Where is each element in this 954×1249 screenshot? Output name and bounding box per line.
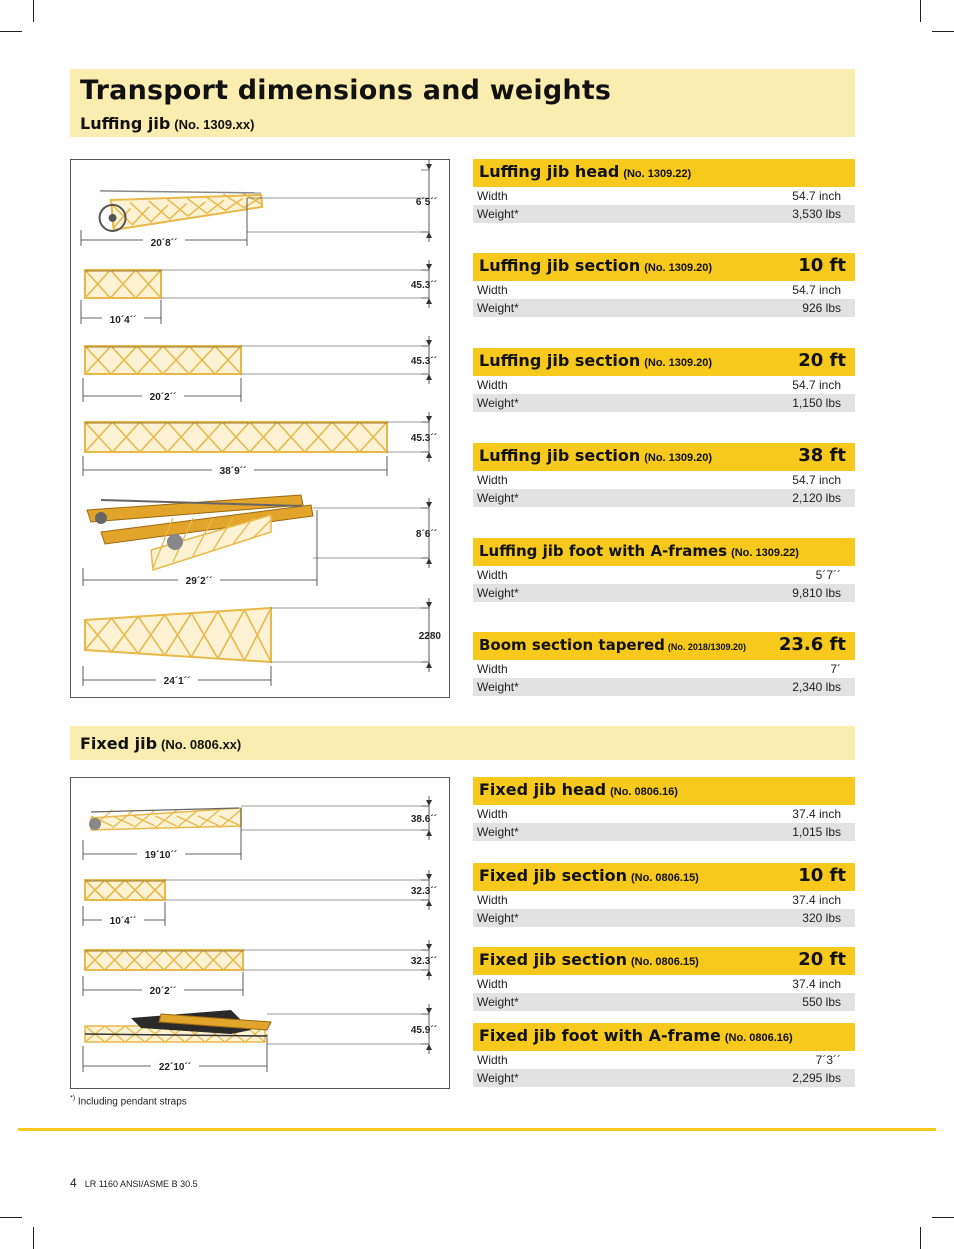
spec-row: Weight* 9,810 lbs — [473, 584, 855, 602]
luffing-jib-foot-drawing — [87, 495, 313, 570]
card-number: (No. 1309.20) — [644, 452, 713, 464]
card-number: (No. 1309.22) — [623, 168, 692, 180]
card-title: Luffing jib head — [479, 162, 620, 181]
card-title: Fixed jib section — [479, 866, 627, 885]
crop-mark — [33, 1227, 34, 1249]
page-number: 4 — [70, 1176, 77, 1190]
tapered-boom-section-drawing — [85, 608, 271, 662]
truss-section — [85, 422, 387, 452]
sheave-icon — [95, 512, 107, 524]
spec-row: Width 5´7´´ — [473, 566, 855, 584]
card-luffing-jib-section-38ft — [473, 443, 855, 507]
card-length: 10 ft — [798, 255, 846, 276]
length-dimension-label: 20´2´´ — [149, 392, 177, 403]
sheave-icon — [89, 818, 101, 830]
spec-row: Width 7´3´´ — [473, 1051, 855, 1069]
truss-member — [85, 346, 241, 374]
spec-row: Width 37.4 inch — [473, 975, 855, 993]
spec-row: Weight* 1,150 lbs — [473, 394, 855, 412]
luffing-jib-subtitle: Luffing jib (No. 1309.xx) — [80, 114, 255, 133]
card-luffing-jib-section-20ft — [473, 348, 855, 412]
card-luffing-jib-section-10ft — [473, 253, 855, 317]
length-dimension-label: 20´2´´ — [149, 986, 177, 997]
card-title: Fixed jib head — [479, 780, 607, 799]
spec-row: Width 37.4 inch — [473, 805, 855, 823]
length-dimension-label: 38´9´´ — [219, 466, 247, 477]
spec-row: Weight* 1,015 lbs — [473, 823, 855, 841]
spec-row: Weight* 2,120 lbs — [473, 489, 855, 507]
card-length: 20 ft — [798, 949, 846, 970]
card-length: 20 ft — [798, 350, 846, 371]
card-number: (No. 1309.20) — [644, 262, 713, 274]
card-number: (No. 0806.15) — [630, 956, 699, 968]
crop-mark — [920, 1227, 921, 1249]
card-number: (No. 1309.22) — [731, 547, 799, 559]
sheave-icon — [167, 534, 183, 550]
truss-section — [85, 950, 243, 970]
card-title: Luffing jib foot with A-frames — [479, 542, 728, 560]
crop-mark — [33, 0, 34, 22]
fixed-jib-head-drawing — [89, 808, 241, 830]
spec-row: Weight* 926 lbs — [473, 299, 855, 317]
card-title: Luffing jib section — [479, 446, 641, 465]
card-fixed-jib-foot — [473, 1023, 855, 1087]
card-title: Luffing jib section — [479, 256, 641, 275]
card-number: (No. 0806.16) — [724, 1032, 793, 1044]
card-number: (No. 2018/1309.20) — [667, 642, 746, 652]
crop-mark — [0, 1217, 22, 1218]
crop-mark — [932, 1217, 954, 1218]
spec-row: Width 54.7 inch — [473, 187, 855, 205]
height-dimension-label: 45.3´´ — [410, 433, 437, 444]
spec-row: Weight* 320 lbs — [473, 909, 855, 927]
truss-section — [85, 270, 161, 298]
fixed-jib-subtitle: Fixed jib (No. 0806.xx) — [80, 734, 242, 753]
footer-rule — [18, 1128, 936, 1131]
length-dimension-label: 19´10´´ — [144, 850, 178, 861]
length-dimension-label: 20´8´´ — [150, 238, 178, 249]
truss-section — [85, 880, 165, 900]
luffing-jib-drawings — [71, 160, 451, 699]
card-title: Luffing jib section — [479, 351, 641, 370]
footnote: *) Including pendant straps — [70, 1095, 187, 1108]
spec-row: Weight* 3,530 lbs — [473, 205, 855, 223]
card-luffing-jib-head — [473, 159, 855, 223]
length-dimension-label: 24´1´´ — [163, 676, 191, 687]
fixed-jib-foot-drawing — [85, 1010, 271, 1042]
page-header — [70, 69, 855, 137]
spec-row: Width 37.4 inch — [473, 891, 855, 909]
height-dimension-label: 8´6´´ — [415, 529, 437, 540]
card-title: Fixed jib section — [479, 950, 627, 969]
card-fixed-jib-head — [473, 777, 855, 841]
height-dimension-label: 38.6´´ — [410, 814, 437, 825]
page-title: Transport dimensions and weights — [80, 75, 612, 106]
card-boom-section-tapered — [473, 632, 855, 696]
height-dimension-label: 45.9´´ — [410, 1025, 437, 1036]
card-length: 23.6 ft — [778, 634, 846, 655]
spec-row: Weight* 550 lbs — [473, 993, 855, 1011]
height-dimension-label: 6´5´´ — [415, 197, 437, 208]
page-footer — [70, 1176, 198, 1190]
model-label: LR 1160 ANSI/ASME B 30.5 — [84, 1179, 198, 1189]
fixed-jib-drawing-panel — [70, 777, 450, 1089]
height-dimension-label: 45.3´´ — [410, 280, 437, 291]
crop-mark — [932, 31, 954, 32]
card-number: (No. 0806.16) — [610, 786, 678, 798]
luffing-jib-head-drawing — [97, 177, 263, 232]
truss-section — [85, 346, 241, 374]
luffing-jib-drawing-panel — [70, 159, 450, 698]
length-dimension-label: 10´4´´ — [109, 916, 137, 927]
crop-mark — [0, 31, 22, 32]
spec-row: Weight* 2,295 lbs — [473, 1069, 855, 1087]
card-number: (No. 1309.20) — [644, 357, 713, 369]
card-luffing-jib-foot — [473, 538, 855, 602]
card-fixed-jib-section-10ft — [473, 863, 855, 927]
truss-member — [85, 880, 165, 900]
card-fixed-jib-section-20ft — [473, 947, 855, 1011]
spec-row: Width 54.7 inch — [473, 471, 855, 489]
height-dimension-label: 2280 — [418, 631, 441, 642]
spec-row: Width 54.7 inch — [473, 281, 855, 299]
length-dimension-label: 22´10´´ — [158, 1062, 192, 1073]
length-dimension-label: 10´4´´ — [109, 315, 137, 326]
fixed-jib-header — [70, 726, 855, 760]
spec-row: Weight* 2,340 lbs — [473, 678, 855, 696]
card-title: Boom section tapered — [479, 636, 665, 654]
height-dimension-label: 32.3´´ — [410, 886, 437, 897]
spec-row: Width 7´ — [473, 660, 855, 678]
card-title: Fixed jib foot with A-frame — [479, 1026, 721, 1045]
height-dimension-label: 32.3´´ — [410, 956, 437, 967]
crop-mark — [920, 0, 921, 22]
fixed-jib-drawings — [71, 778, 451, 1090]
card-number: (No. 0806.15) — [630, 872, 699, 884]
height-dimension-label: 45.3´´ — [410, 356, 437, 367]
card-length: 10 ft — [798, 865, 846, 886]
card-length: 38 ft — [798, 445, 846, 466]
spec-row: Width 54.7 inch — [473, 376, 855, 394]
length-dimension-label: 29´2´´ — [185, 576, 213, 587]
